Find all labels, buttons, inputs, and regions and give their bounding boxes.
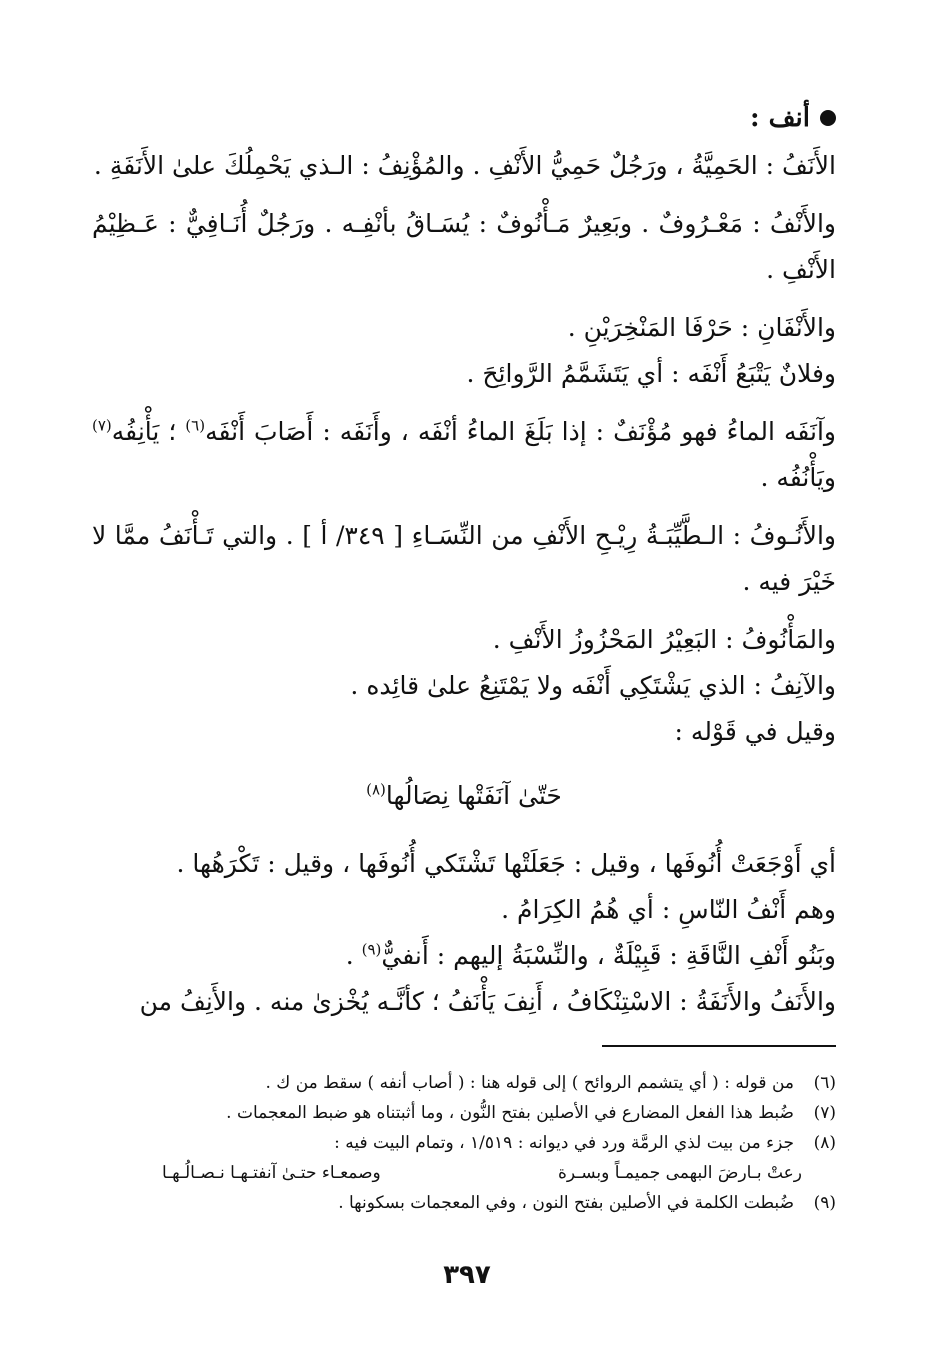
footnote-text: جزء من بيت لذي الرمَّة ورد في ديوانه : ١/٥١٩ ، وتمام البيت فيه : (334, 1133, 794, 1153)
paragraph: والمَأْنُوفُ : البَعِيْرُ المَحْزُوزُ الأَنْفِ . (492, 625, 836, 654)
paragraph: والأَنْفَانِ : حَرْفَا المَنْخِرَيْنِ . (567, 313, 836, 342)
footnote (92, 1068, 836, 1098)
paragraph: والآنِفُ : الذي يَشْتَكِي أَنْفَه ولا يَمْتَنِعُ علىٰ قائِده . (350, 671, 836, 700)
footnotes (92, 1068, 836, 1218)
footnote-ref: (٨) (366, 780, 386, 799)
paragraph: والأَنَفُ والأَنَفَةُ : الاسْتِنْكَافُ ، أَنِفَ يَأْنَفُ ؛ كأنَّـه يُخْزىٰ منه . والأَنِفُ من (139, 987, 836, 1016)
bullet-icon (820, 110, 836, 126)
footnote-text: ضُبطت الكلمة في الأصلين بفتح النون ، وفي المعجمات بسكونها . (338, 1193, 794, 1213)
poem-hemistich: وصمعـاء حتـىٰ آنفتـهـا نـصـالُـهـا (162, 1163, 381, 1183)
paragraph (92, 933, 836, 979)
footnote-text: من قوله : ( أي يتشمم الروائح ) إلى قوله هنا : ( أصاب أنفه ) سقط من ك . (265, 1073, 794, 1093)
text-run: وآنَفَه الماءُ فهو مُؤْنَفٌ : إذا بَلَغَ الماءُ أنْفَه ، وأَنَفَه : أَصَابَ أَنْفَه (205, 417, 836, 446)
text-run: وبَنُو أَنْفِ النَّاقَةِ : قَبِيْلَةٌ ، والنِّسْبَةُ إليهم : أَنفيٌّ (381, 941, 836, 970)
entry-heading (92, 95, 836, 141)
text-run: ؛ يَأْنِفُه (111, 417, 186, 446)
footnote-number: (٨) (813, 1133, 836, 1153)
paragraph: أي أَوْجَعَتْ أُنُوفَها ، وقيل : جَعَلَتْها تَشْتَكي أُنُوفَها ، وقيل : تَكْرَهُها . (176, 849, 836, 878)
poem-verse (92, 1158, 836, 1188)
footnote (92, 1128, 836, 1158)
main-text (92, 95, 836, 1025)
footnote-divider (602, 1045, 836, 1047)
poem-hemistich: رعتْ بـارضَ البهمى جميمـاً وبسـرة (557, 1163, 802, 1183)
footnote (92, 1098, 836, 1128)
footnote-ref: (٧) (92, 416, 112, 435)
footnote-ref: (٩) (361, 940, 382, 959)
footnote (92, 1188, 836, 1218)
entry-heading-label: أنف : (749, 103, 810, 133)
paragraph: الأَنَفُ : الحَمِيَّةُ ، ورَجُلٌ حَمِيُّ الأَنْفِ . والمُؤْنِفُ : الـذي يَحْمِلُكَ علىٰ الأَنَفَةِ . (93, 151, 836, 180)
paragraph: وفلانٌ يَتْبَعُ أَنْفَه : أي يَتَشَمَّمُ الرَّوائِحَ . (466, 359, 836, 388)
footnote-number: (٦) (813, 1073, 836, 1093)
paragraph (92, 409, 836, 501)
paragraph: والأَنُـوفُ : الـطَّيِّبَـةُ رِيْـحِ الأَنْفِ من النِّسَـاءِ [ ٣٤٩/ أ ] . والتي تَـأْنَفُ ممَّا لا خَيْرَ فيه . (92, 521, 836, 596)
text-run: . (345, 941, 362, 970)
text-run: ويَأْنُفُه . (760, 463, 836, 492)
paragraph: والأَنْفُ : مَعْـرُوفٌ . وبَعِيرٌ مَـأْنُوفٌ : يُسَـاقُ بأنْفِـه . ورَجُلٌ أُنَـافِيٌّ : عَـظِيْمُ الأَنْفِ . (92, 209, 836, 284)
page-number: ٣٩٧ (443, 1260, 491, 1290)
footnote-ref: (٦) (185, 416, 206, 435)
verse-text: حَتّىٰ آنَفَتْها نِصَالُها (385, 781, 562, 810)
paragraph: وهم أَنْفُ النّاسِ : أي هُمُ الكِرَامُ . (501, 895, 836, 924)
footnote-number: (٧) (813, 1103, 836, 1123)
verse-quote (92, 773, 836, 819)
footnote-number: (٩) (813, 1193, 836, 1213)
paragraph: وقيل في قَوْله : (674, 717, 836, 746)
footnote-text: ضُبط هذا الفعل المضارع في الأصلين بفتح النُّون ، وما أثبتناه هو ضبط المعجمات . (226, 1103, 794, 1123)
